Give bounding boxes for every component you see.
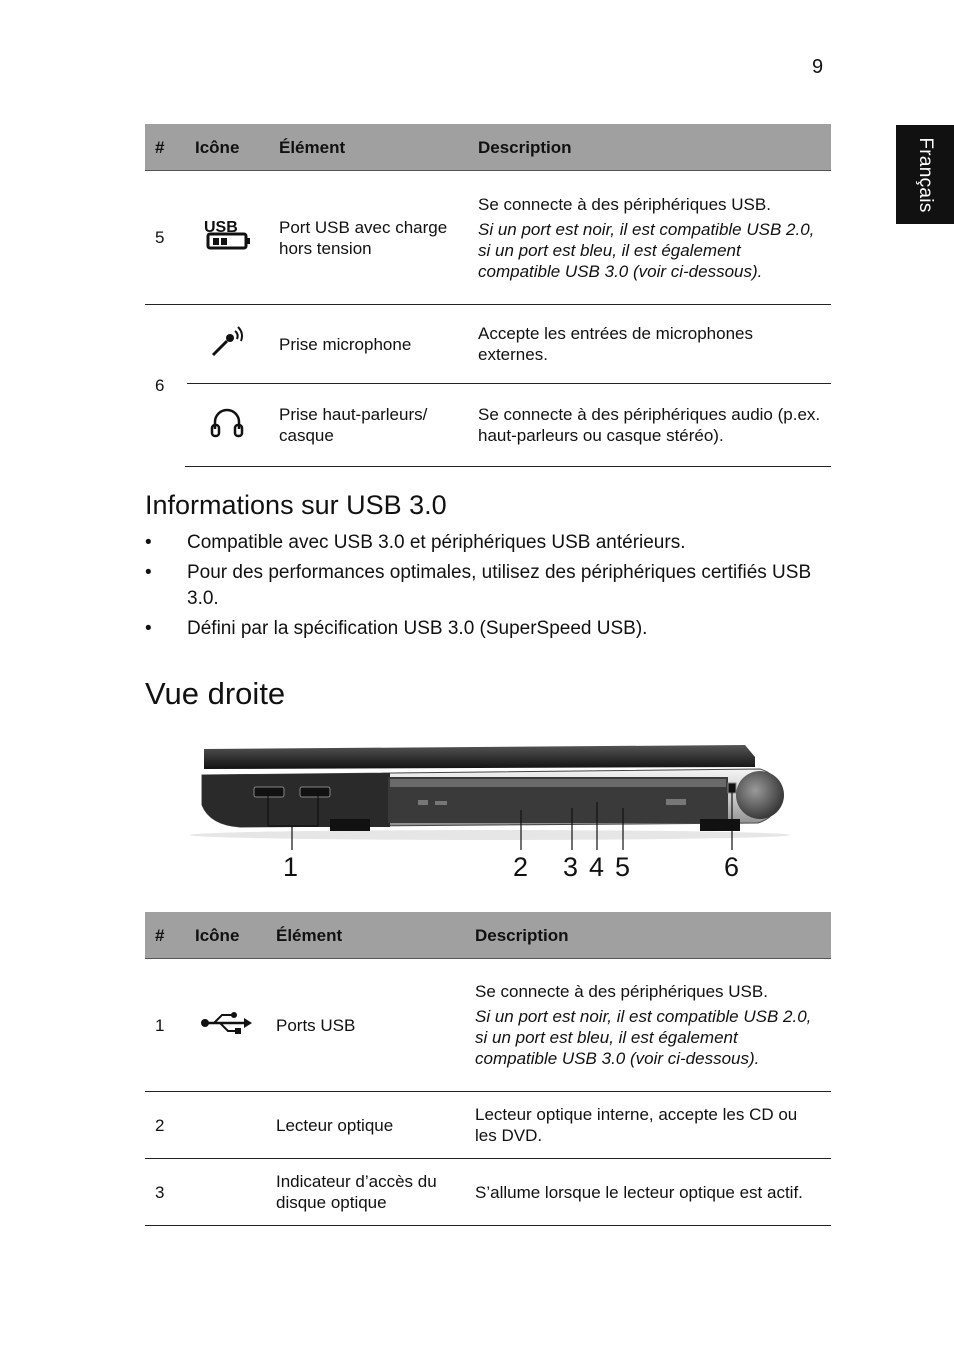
callout-label: 4 (589, 852, 605, 882)
row-element: Indicateur d’accès du disque optique (266, 1159, 465, 1226)
right-view-heading: Vue droite (145, 676, 286, 711)
list-item: • Défini par la spécification USB 3.0 (SuperSpeed USB). (145, 616, 835, 642)
row-icon-empty (185, 1092, 266, 1159)
row-num: 1 (145, 959, 185, 1092)
header-element: Élément (266, 912, 465, 959)
header-icon: Icône (185, 124, 269, 171)
desc-text: Se connecte à des périphériques USB. (478, 194, 771, 214)
row-num: 3 (145, 1159, 185, 1226)
table-header-row (145, 912, 831, 959)
desc-text: Se connecte à des périphériques USB. (475, 982, 768, 1001)
table-row (145, 959, 831, 1092)
header-description: Description (468, 124, 831, 171)
header-description: Description (465, 912, 831, 959)
table-row (145, 1159, 831, 1226)
row-element: Port USB avec charge hors tension (269, 171, 468, 305)
row-element: Prise microphone (279, 334, 412, 354)
header-num: # (145, 124, 185, 171)
usb3-info-heading: Informations sur USB 3.0 (145, 490, 447, 520)
ports-table-right-view (145, 912, 831, 1226)
header-num: # (145, 912, 185, 959)
row-description: Lecteur optique interne, accepte les CD ou les DVD. (465, 1092, 831, 1159)
row-description: Se connecte à des périphériques audio (p.ex. haut-parleurs ou casque stéréo). (468, 384, 831, 467)
row-description: Accepte les entrées de microphones externes. (478, 324, 753, 365)
svg-text:USB: USB (204, 219, 238, 236)
usb-icon (185, 959, 266, 1092)
row-element: Prise haut-parleurs/ casque (269, 384, 468, 467)
row-icon-empty (185, 1159, 266, 1226)
row-element: Lecteur optique (266, 1092, 465, 1159)
header-element: Élément (269, 124, 468, 171)
row-element: Ports USB (266, 959, 465, 1092)
desc-note: Si un port est noir, il est compatible USB 2.0, si un port est bleu, il est également compatible USB 3.0 (voir ci-dessous). (478, 219, 815, 281)
callout-label: 1 (283, 852, 299, 882)
page-number: 9 (812, 56, 824, 78)
language-tab-label: Français (915, 136, 936, 213)
callout-label: 5 (615, 852, 631, 882)
callout-label: 3 (563, 852, 579, 882)
callout-label: 6 (724, 852, 740, 882)
row-num: 2 (145, 1092, 185, 1159)
list-item: • Pour des performances optimales, utilisez des périphériques certifiés USB 3.0. (145, 560, 835, 612)
table-row (145, 1092, 831, 1159)
header-icon: Icône (185, 912, 266, 959)
desc-note: Si un port est noir, il est compatible USB 2.0, si un port est bleu, il est également compatible USB 3.0 (voir ci-dessous). (475, 1007, 812, 1068)
row-description: S’allume lorsque le lecteur optique est actif. (465, 1159, 831, 1226)
callout-label: 2 (513, 852, 529, 882)
row-num: 5 (145, 171, 185, 305)
list-item: • Compatible avec USB 3.0 et périphériques USB antérieurs. (145, 530, 835, 556)
row-description (465, 959, 831, 1092)
row-num: 6 (155, 376, 165, 396)
